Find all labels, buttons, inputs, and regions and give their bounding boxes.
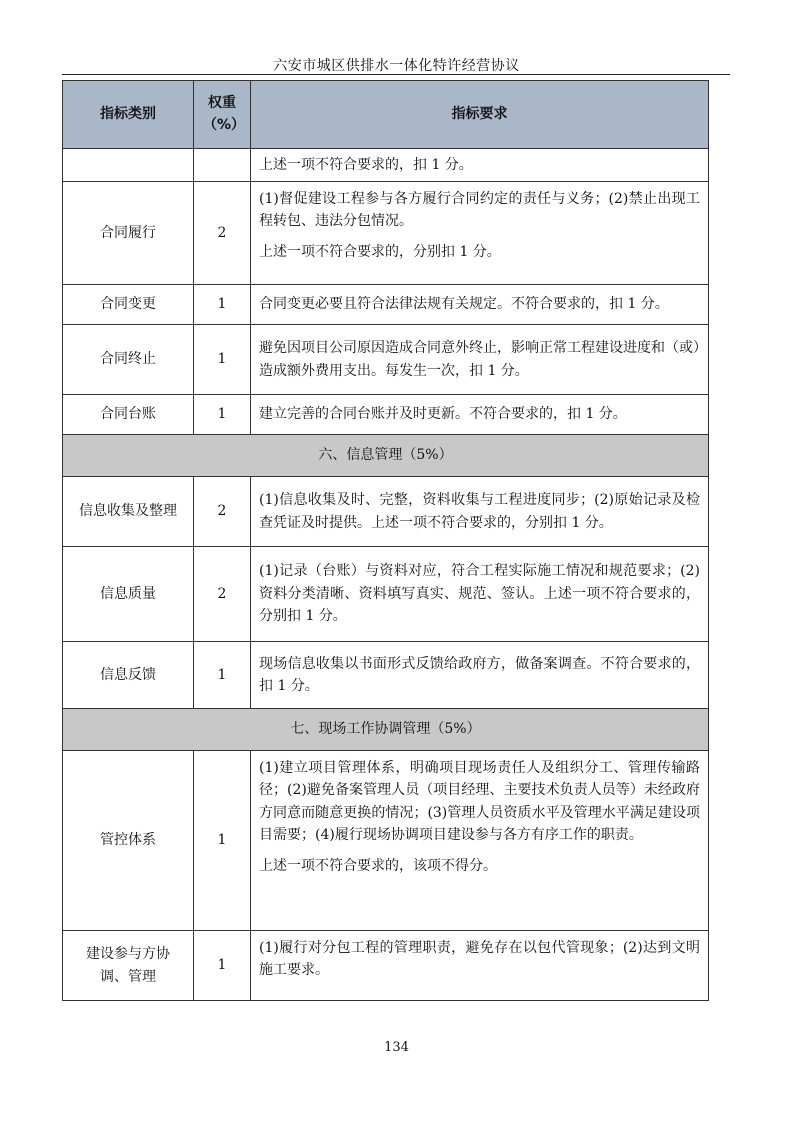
table-row — [63, 642, 709, 709]
requirement-cell: (1)记录（台账）与资料对应，符合工程实际施工情况和规范要求；(2)资料分类清晰、资料填写真实、规范、签认。上述一项不符合要求的，分别扣 1 分。 — [251, 547, 709, 642]
page-header-title: 六安市城区供排水一体化特许经营协议 — [273, 58, 520, 74]
header-rule — [62, 74, 730, 75]
column-header-requirement: 指标要求 — [251, 81, 709, 149]
weight-cell: 1 — [194, 285, 251, 325]
weight-cell: 1 — [194, 395, 251, 435]
weight-cell: 2 — [194, 547, 251, 642]
requirement-cell: 避免因项目公司原因造成合同意外终止，影响正常工程建设进度和（或）造成额外费用支出。每发生一次，扣 1 分。 — [251, 325, 709, 395]
table-row — [63, 547, 709, 642]
section-heading: 七、现场工作协调管理（5%） — [63, 709, 709, 751]
weight-cell: 1 — [194, 931, 251, 1001]
table-row — [63, 395, 709, 435]
requirement-cell: (1)信息收集及时、完整，资料收集与工程进度同步；(2)原始记录及检查凭证及时提供。上述一项不符合要求的，分别扣 1 分。 — [251, 477, 709, 547]
weight-cell: 1 — [194, 751, 251, 931]
section-row-information — [63, 435, 709, 477]
table-row — [63, 325, 709, 395]
requirement-text: 上述一项不符合要求的，扣 1 分。 — [259, 156, 473, 173]
category-cell: 信息收集及整理 — [63, 477, 194, 547]
weight-cell: 1 — [194, 642, 251, 709]
category-cell: 合同变更 — [63, 285, 194, 325]
category-cell: 建设参与方协调、管理 — [63, 931, 194, 1001]
column-header-category: 指标类别 — [63, 81, 194, 149]
requirement-cell: 现场信息收集以书面形式反馈给政府方，做备案调查。不符合要求的，扣 1 分。 — [251, 642, 709, 709]
requirement-cell: (1)建立项目管理体系，明确项目现场责任人及组织分工、管理传输路径；(2)避免备案管理人员（项目经理、主要技术负责人员等）未经政府方同意而随意更换的情况；(3)管理人员资质水平及管理水平满足建设项目需要；(4)履行现场协调项目建设参与各方有序工作的职责。 上述一项不符合要求的，该项不得分。 — [251, 751, 709, 931]
indicator-table — [62, 80, 709, 1001]
weight-cell: 2 — [194, 182, 251, 285]
weight-cell: 1 — [194, 325, 251, 395]
table-row — [63, 182, 709, 285]
category-cell: 信息质量 — [63, 547, 194, 642]
table-row — [63, 931, 709, 1001]
table-row — [63, 285, 709, 325]
requirement-cell: (1)督促建设工程参与各方履行合同约定的责任与义务；(2)禁止出现工程转包、违法分包情况。 上述一项不符合要求的，分别扣 1 分。 — [251, 182, 709, 285]
page-number: 134 — [384, 1040, 409, 1055]
category-cell: 信息反馈 — [63, 642, 194, 709]
category-cell: 管控体系 — [63, 751, 194, 931]
table-row — [63, 751, 709, 931]
requirement-cell: 建立完善的合同台账并及时更新。不符合要求的，扣 1 分。 — [251, 395, 709, 435]
category-cell: 合同台账 — [63, 395, 194, 435]
table-header-row — [63, 81, 709, 149]
requirement-cell: (1)履行对分包工程的管理职责，避免存在以包代管现象；(2)达到文明施工要求。 — [251, 931, 709, 1001]
category-cell: 合同终止 — [63, 325, 194, 395]
table-row-continuation — [63, 149, 709, 182]
weight-cell: 2 — [194, 477, 251, 547]
requirement-cell: 合同变更必要且符合法律法规有关规定。不符合要求的，扣 1 分。 — [251, 285, 709, 325]
section-heading: 六、信息管理（5%） — [63, 435, 709, 477]
table-row — [63, 477, 709, 547]
section-row-site-coordination — [63, 709, 709, 751]
column-header-weight: 权重（%） — [194, 81, 251, 149]
category-cell: 合同履行 — [63, 182, 194, 285]
